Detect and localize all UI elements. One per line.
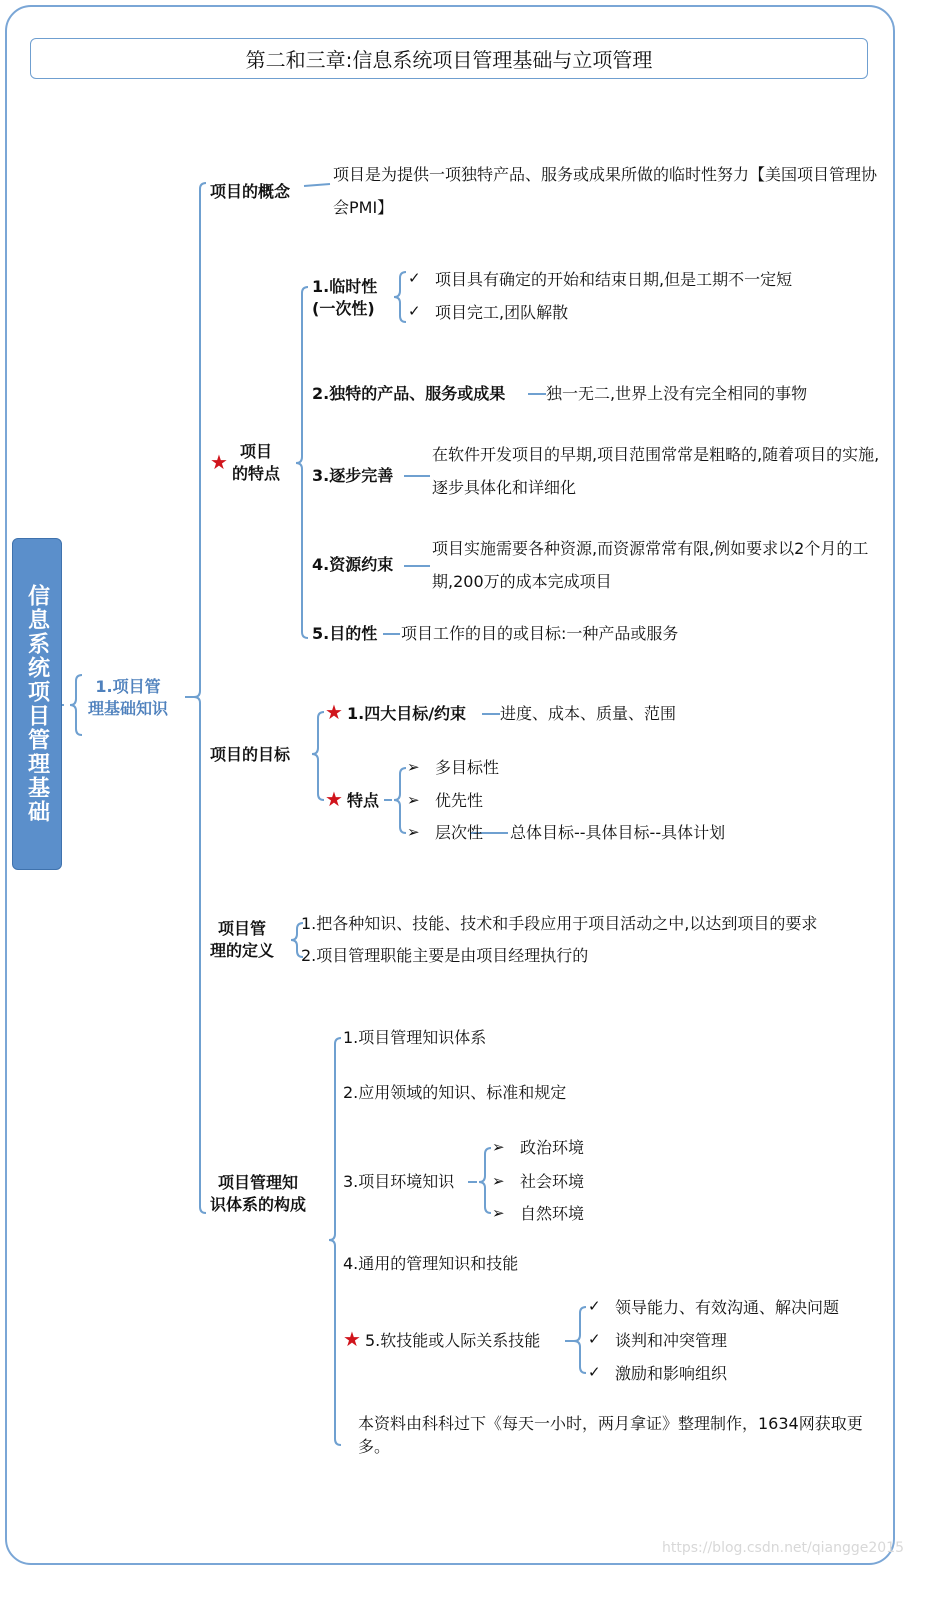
feature-2-label: 2.独特的产品、服务或成果 <box>312 384 506 403</box>
feature-4-text: 项目实施需要各种资源,而资源常常有限,例如要求以2个月的工期,200万的成本完成项目 <box>432 539 869 591</box>
feature-5-label: 5.目的性 <box>312 624 378 643</box>
brace-features <box>296 287 308 638</box>
arrow-bullet-icon: ➢ <box>492 1138 505 1156</box>
root-node: 信息系统项目管理基础 <box>12 538 62 870</box>
features-label-line1: 项目 <box>240 442 273 461</box>
goals-label: 项目的目标 <box>210 745 291 764</box>
knowledge-5-item: 激励和影响组织 <box>615 1364 728 1383</box>
goals-1-label: 1.四大目标/约束 <box>347 704 467 723</box>
feature-3-text: 在软件开发项目的早期,项目范围常常是粗略的,随着项目的实施,逐步具体化和详细化 <box>432 445 880 497</box>
brace-goals <box>312 712 324 800</box>
knowledge-3-item: 社会环境 <box>520 1172 585 1191</box>
star-icon: ★ <box>325 700 343 724</box>
connector <box>304 184 330 186</box>
goals-1-text: 进度、成本、质量、范围 <box>500 704 677 723</box>
feature-1-line1: 1.临时性 <box>312 277 378 296</box>
goals-2-label: 特点 <box>347 791 380 810</box>
concept-label: 项目的概念 <box>210 182 291 201</box>
definition-item: 1.把各种知识、技能、技术和手段应用于项目活动之中,以达到项目的要求 <box>301 914 818 933</box>
knowledge-3: 3.项目环境知识 <box>343 1172 455 1191</box>
brace-basics <box>194 183 206 1213</box>
definition-label <box>210 918 274 962</box>
definition-line1: 项目管 <box>218 919 267 938</box>
check-icon: ✓ <box>408 302 421 320</box>
knowledge-5-item: 领导能力、有效沟通、解决问题 <box>615 1298 840 1317</box>
arrow-bullet-icon: ➢ <box>492 1204 505 1222</box>
knowledge-line1: 项目管理知 <box>218 1173 299 1192</box>
feature-4-label: 4.资源约束 <box>312 555 394 574</box>
knowledge-line2: 识体系的构成 <box>210 1195 307 1214</box>
feature-1-item: 项目具有确定的开始和结束日期,但是工期不一定短 <box>435 270 793 289</box>
knowledge-3-item: 自然环境 <box>520 1204 585 1223</box>
goals-2-extra: 总体目标--具体目标--具体计划 <box>510 823 726 842</box>
node-basics-line1: 1.项目管 <box>95 677 161 696</box>
features-label-line2: 的特点 <box>232 464 281 483</box>
knowledge-5-item: 谈判和冲突管理 <box>615 1331 728 1350</box>
brace-soft-skills <box>574 1307 586 1373</box>
brace-knowledge <box>329 1038 341 1445</box>
brace-temporary <box>394 272 406 322</box>
goals-2-item: 多目标性 <box>435 758 500 777</box>
definition-line2: 理的定义 <box>210 941 275 960</box>
source-note: 本资料由科科过下《每天一小时，两月拿证》整理制作，1634网获取更多。 <box>358 1414 863 1456</box>
arrow-bullet-icon: ➢ <box>492 1172 505 1190</box>
knowledge-4: 4.通用的管理知识和技能 <box>343 1254 519 1273</box>
node-basics <box>88 676 168 720</box>
feature-1-line2: (一次性) <box>312 299 375 318</box>
feature-1-label <box>312 276 377 320</box>
knowledge-1: 1.项目管理知识体系 <box>343 1028 487 1047</box>
check-icon: ✓ <box>588 1363 601 1381</box>
goals-2-item: 优先性 <box>435 791 484 810</box>
arrow-bullet-icon: ➢ <box>407 758 420 776</box>
knowledge-label <box>210 1172 306 1216</box>
page-title: 第二和三章:信息系统项目管理基础与立项管理 <box>30 38 868 79</box>
definition-item: 2.项目管理职能主要是由项目经理执行的 <box>301 946 589 965</box>
feature-2-text: 独一无二,世界上没有完全相同的事物 <box>546 384 808 403</box>
goals-2-item: 层次性 <box>435 823 484 842</box>
brace-environment <box>479 1148 491 1213</box>
knowledge-5: 5.软技能或人际关系技能 <box>365 1331 541 1350</box>
arrow-bullet-icon: ➢ <box>407 791 420 809</box>
features-label <box>232 441 280 485</box>
knowledge-3-item: 政治环境 <box>520 1138 585 1157</box>
check-icon: ✓ <box>588 1297 601 1315</box>
check-icon: ✓ <box>408 269 421 287</box>
check-icon: ✓ <box>588 1330 601 1348</box>
feature-3-label: 3.逐步完善 <box>312 466 394 485</box>
star-icon: ★ <box>343 1327 361 1351</box>
concept-text: 项目是为提供一项独特产品、服务或成果所做的临时性努力【美国项目管理协会PMI】 <box>333 165 878 217</box>
node-basics-line2: 理基础知识 <box>88 699 169 718</box>
feature-5-text: 项目工作的目的或目标:一种产品或服务 <box>401 624 679 643</box>
brace-goal-features <box>394 768 406 833</box>
watermark: https://blog.csdn.net/qiangge2015 <box>662 1540 904 1556</box>
arrow-bullet-icon: ➢ <box>407 823 420 841</box>
star-icon: ★ <box>325 787 343 811</box>
brace-root <box>70 675 82 735</box>
star-icon: ★ <box>210 450 228 474</box>
feature-1-item: 项目完工,团队解散 <box>435 303 569 322</box>
knowledge-2: 2.应用领域的知识、标准和规定 <box>343 1083 567 1102</box>
